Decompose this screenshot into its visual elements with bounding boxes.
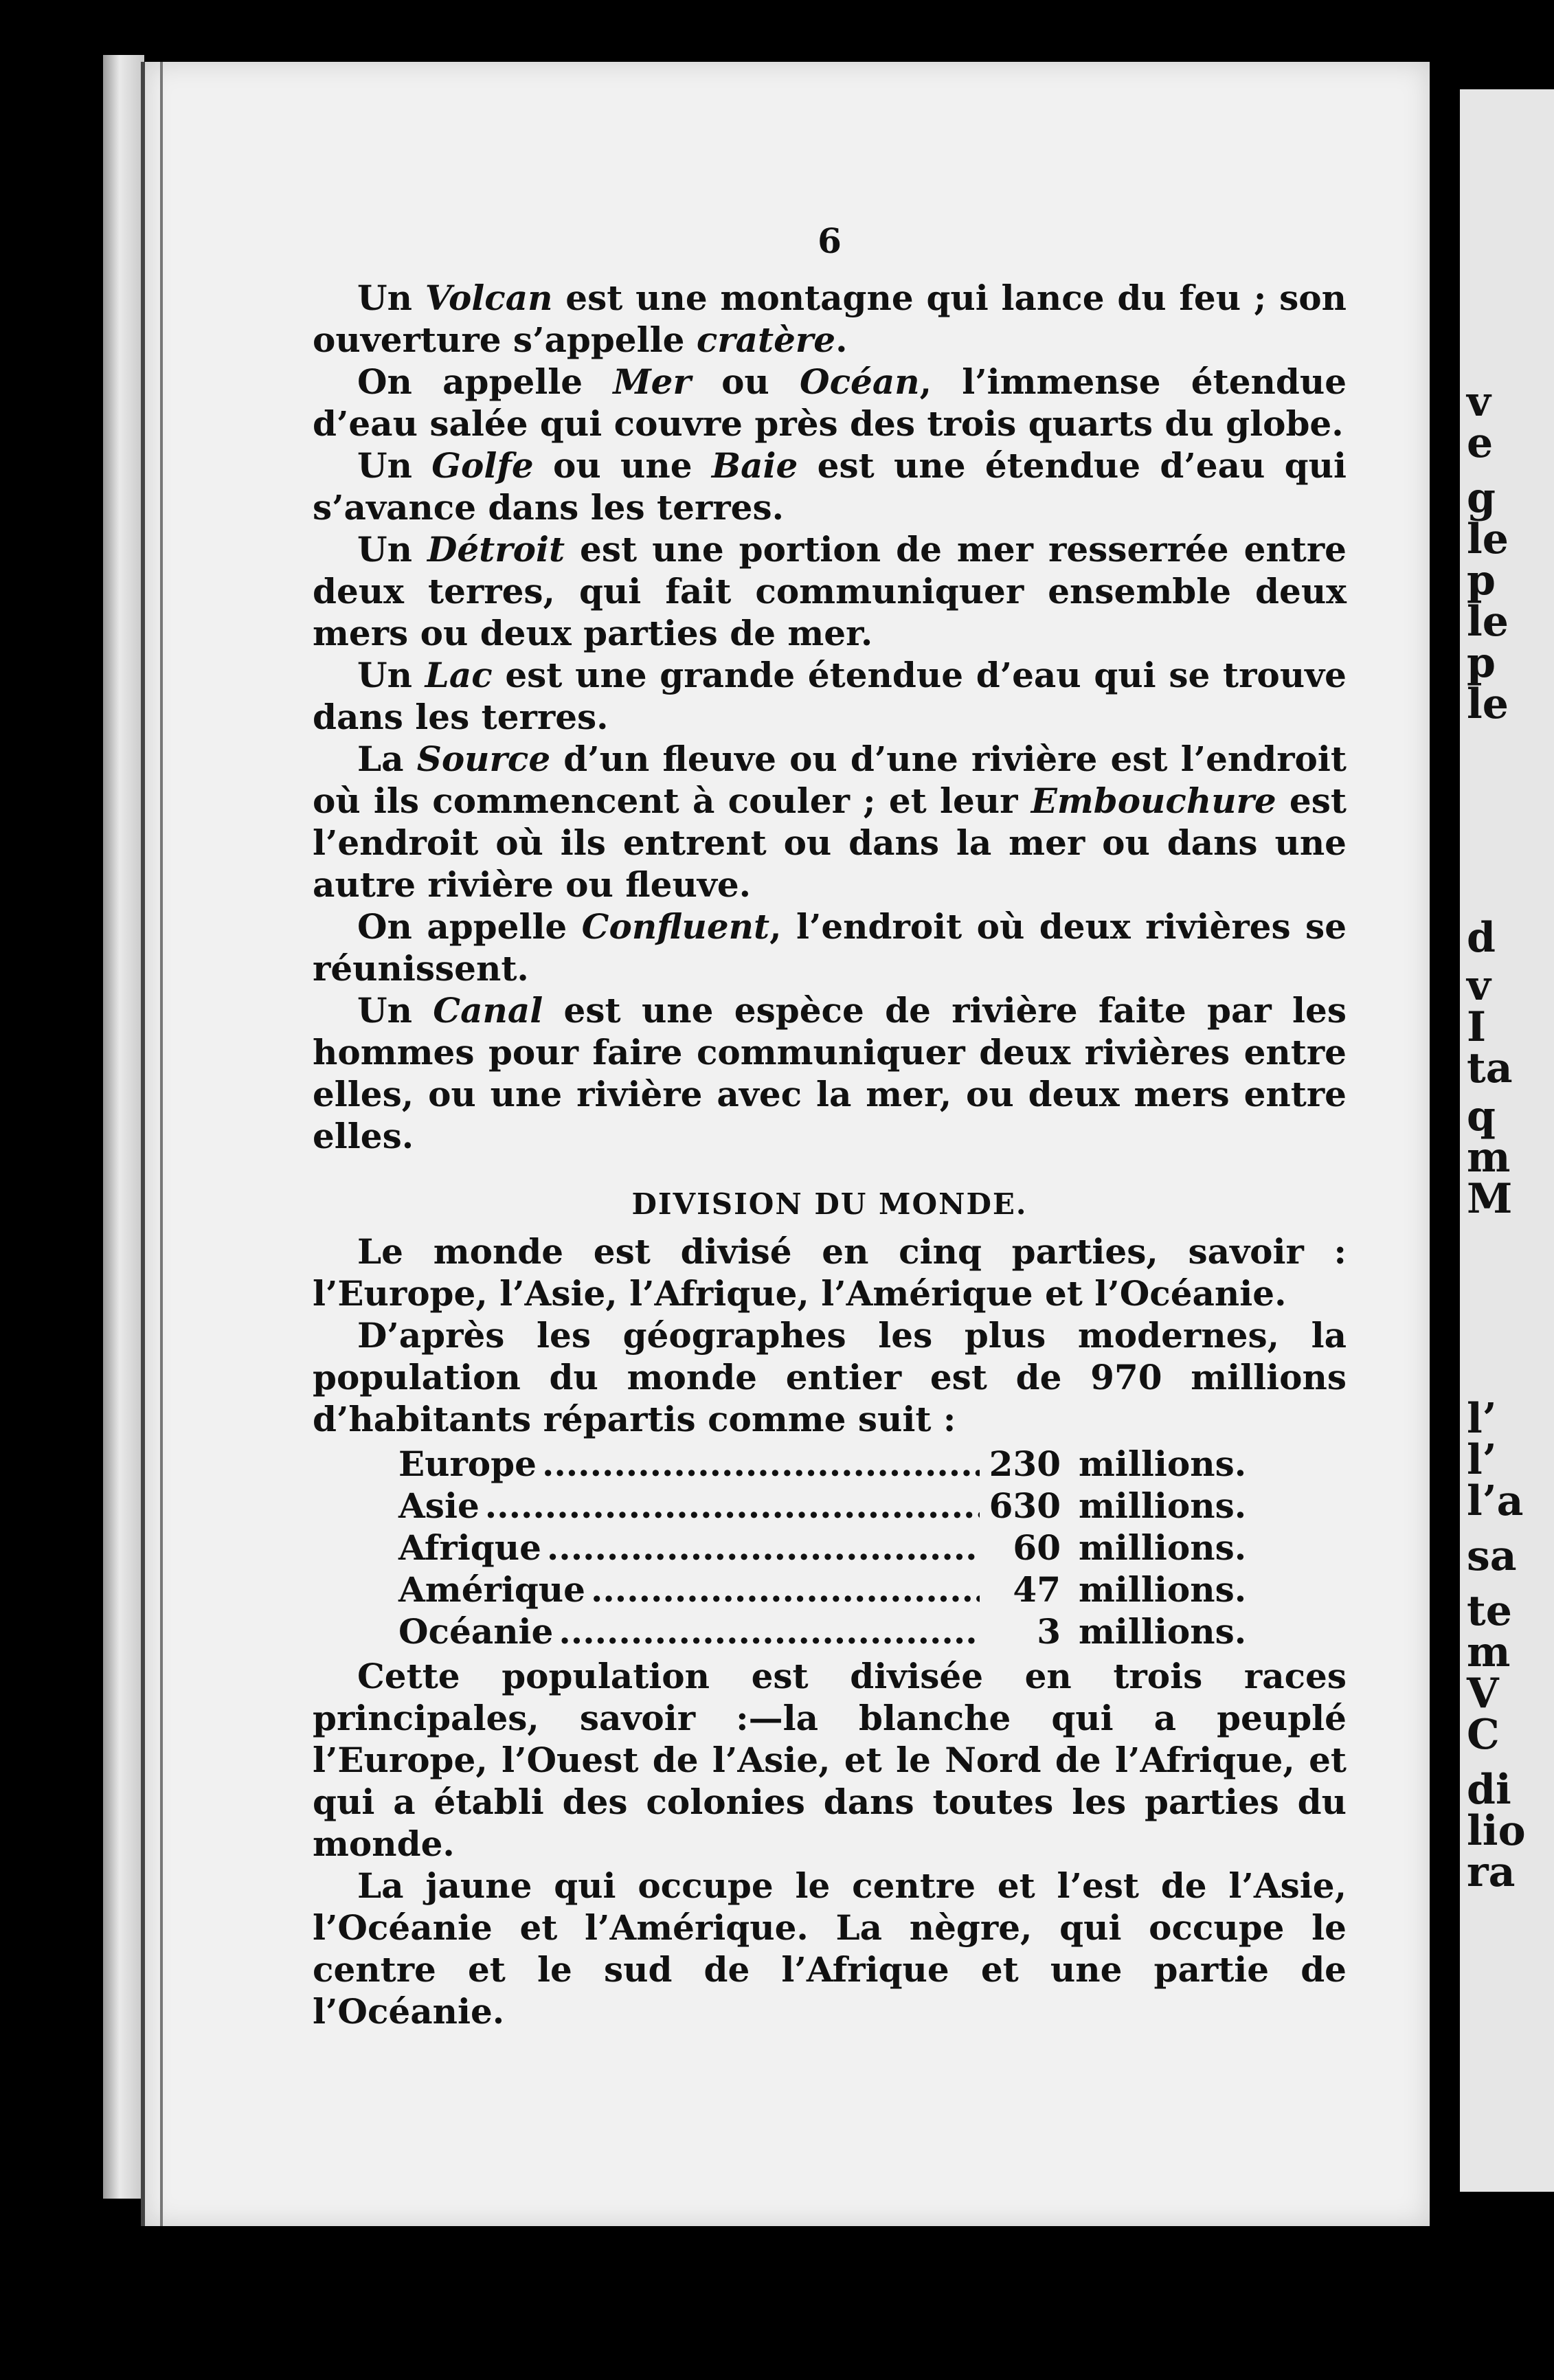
facing-page-fragment: le [1467, 680, 1509, 728]
population-row [398, 1610, 1247, 1652]
facing-page-fragment: l’ [1467, 1395, 1497, 1443]
continent-name: Afrique [398, 1527, 541, 1568]
paragraph [313, 738, 1347, 906]
text-segment: , l’endroit où deux rivières se réunissent. [313, 906, 1347, 989]
facing-page-fragment: v [1467, 378, 1491, 426]
races-block [313, 1655, 1347, 2032]
book-spine-edge [103, 55, 144, 2199]
population-value: 230 [989, 1444, 1061, 1484]
facing-page-fragment: di [1467, 1766, 1511, 1814]
italic-term: Détroit [427, 529, 565, 570]
paragraph [313, 1314, 1347, 1440]
italic-term: Embouchure [1031, 781, 1276, 821]
leader-dots [485, 1485, 980, 1527]
text-segment: Un [357, 529, 427, 570]
text-segment: est une étendue d’eau qui s’avance dans les terres. [313, 445, 1347, 528]
definitions-block [313, 277, 1347, 1157]
italic-term: Baie [711, 445, 798, 486]
text-segment: est une grande étendue d’eau qui se trouve dans les terres. [313, 655, 1347, 737]
text-segment: d’un fleuve ou d’une rivière est l’endroit où ils commencent à couler ; et leur [313, 739, 1347, 821]
text-segment: Un [357, 655, 425, 695]
continent-name: Europe [398, 1444, 537, 1484]
page-margin-line [160, 62, 163, 2226]
facing-page-fragment: p [1467, 557, 1496, 605]
italic-term: Golfe [431, 445, 534, 486]
facing-page-fragment: C [1467, 1711, 1500, 1759]
facing-page-fragment: V [1467, 1670, 1499, 1718]
population-unit: millions. [1079, 1485, 1247, 1526]
population-value: 630 [989, 1485, 1061, 1526]
italic-term: cratère [696, 319, 836, 360]
text-segment: Un [357, 278, 425, 318]
facing-page-fragment: l’a [1467, 1477, 1524, 1525]
italic-term: Océan [800, 361, 920, 402]
text-segment: est une espèce de rivière faite par les hommes pour faire communiquer deux rivières entre elles, ou une rivière avec la mer, ou deux mers entre elles. [313, 990, 1347, 1156]
text-segment: On appelle [357, 906, 582, 947]
facing-page-fragment: q [1467, 1092, 1496, 1141]
italic-term: Canal [433, 990, 543, 1031]
facing-page-fragment: m [1467, 1134, 1511, 1182]
facing-page-fragment: le [1467, 515, 1509, 563]
text-segment: est une portion de mer resserrée entre deux terres, qui fait communiquer ensemble deux mers ou deux parties de mer. [313, 529, 1347, 653]
italic-term: Lac [425, 655, 493, 695]
facing-page-fragment: ra [1467, 1848, 1516, 1896]
population-unit: millions. [1079, 1444, 1247, 1484]
population-row [398, 1443, 1247, 1485]
population-unit: millions. [1079, 1527, 1247, 1568]
population-value: 3 [1037, 1611, 1061, 1652]
population-row [398, 1569, 1247, 1610]
continent-name: Asie [398, 1485, 480, 1526]
text-segment: D’après les géographes les plus modernes, la population du monde entier est de 970 millions d’habitants répartis comme suit : [313, 1315, 1347, 1439]
paragraph [313, 361, 1347, 445]
population-row [398, 1485, 1247, 1527]
population-value: 47 [1013, 1569, 1061, 1610]
italic-term: Mer [613, 361, 691, 402]
division-intro-block [313, 1231, 1347, 1440]
continent-name: Océanie [398, 1611, 554, 1652]
paragraph [313, 654, 1347, 738]
facing-page-fragment: d [1467, 914, 1496, 962]
text-segment: est une montagne qui lance du feu ; son ouverture s’appelle [313, 278, 1347, 360]
continent-name: Amérique [398, 1569, 585, 1610]
paragraph [313, 445, 1347, 528]
population-unit: millions. [1079, 1569, 1247, 1610]
facing-page-fragment: v [1467, 962, 1491, 1010]
text-segment: , l’immense étendue d’eau salée qui couvre près des trois quarts du globe. [313, 361, 1347, 444]
facing-page-fragment: lio [1467, 1807, 1526, 1855]
facing-page-fragment: sa [1467, 1532, 1517, 1580]
paragraph [313, 277, 1347, 361]
paragraph [313, 1655, 1347, 1865]
leader-dots [559, 1610, 980, 1652]
facing-page-fragment: ta [1467, 1044, 1513, 1092]
text-segment: Le monde est divisé en cinq parties, savoir : l’Europe, l’Asie, l’Afrique, l’Amérique et l’Océanie. [313, 1231, 1347, 1314]
text-segment: ou une [533, 445, 712, 486]
page-text [313, 220, 1347, 2032]
text-segment: est l’endroit où ils entrent ou dans la mer ou dans une autre rivière ou fleuve. [313, 781, 1347, 905]
population-unit: millions. [1079, 1611, 1247, 1652]
leader-dots [547, 1527, 980, 1569]
text-segment: Cette population est divisée en trois races principales, savoir :—la blanche qui a peuplé l’Europe, l’Ouest de l’Asie, et le Nord de l’Afrique, et qui a établi des colonies dans toutes les parties du monde. [313, 1656, 1347, 1864]
paragraph [313, 989, 1347, 1157]
text-segment: On appelle [357, 361, 613, 402]
population-value: 60 [1013, 1527, 1061, 1568]
facing-page-fragment: I [1467, 1003, 1487, 1051]
facing-page-fragment: p [1467, 639, 1496, 687]
paragraph [313, 528, 1347, 654]
text-segment: La jaune qui occupe le centre et l’est de l’Asie, l’Océanie et l’Amérique. La nègre, qui occupe le centre et le sud de l’Afrique et une partie de l’Océanie. [313, 1865, 1347, 2032]
population-table [398, 1443, 1247, 1652]
section-heading: DIVISION DU MONDE. [631, 1187, 1028, 1221]
italic-term: Source [416, 739, 551, 779]
text-segment: La [357, 739, 417, 779]
text-segment: Un [357, 445, 432, 486]
leader-dots [542, 1443, 980, 1485]
paragraph [313, 1865, 1347, 2032]
leader-dots [591, 1569, 980, 1610]
page-number: 6 [818, 221, 842, 261]
italic-term: Volcan [425, 278, 553, 318]
paragraph [313, 1231, 1347, 1314]
facing-page-fragment: M [1467, 1175, 1513, 1223]
text-segment: Un [357, 990, 433, 1031]
text-segment: . [835, 319, 848, 360]
paragraph [313, 906, 1347, 989]
facing-page-fragment: te [1467, 1587, 1512, 1635]
population-row [398, 1527, 1247, 1569]
facing-page-fragment: e [1467, 419, 1494, 467]
italic-term: Confluent [581, 906, 770, 947]
facing-page-edge [1460, 89, 1554, 2192]
facing-page-fragment: m [1467, 1628, 1511, 1676]
facing-page-fragment: l’ [1467, 1436, 1497, 1484]
text-segment: ou [690, 361, 800, 402]
facing-page-fragment: le [1467, 598, 1509, 646]
facing-page-fragment: g [1467, 474, 1496, 522]
